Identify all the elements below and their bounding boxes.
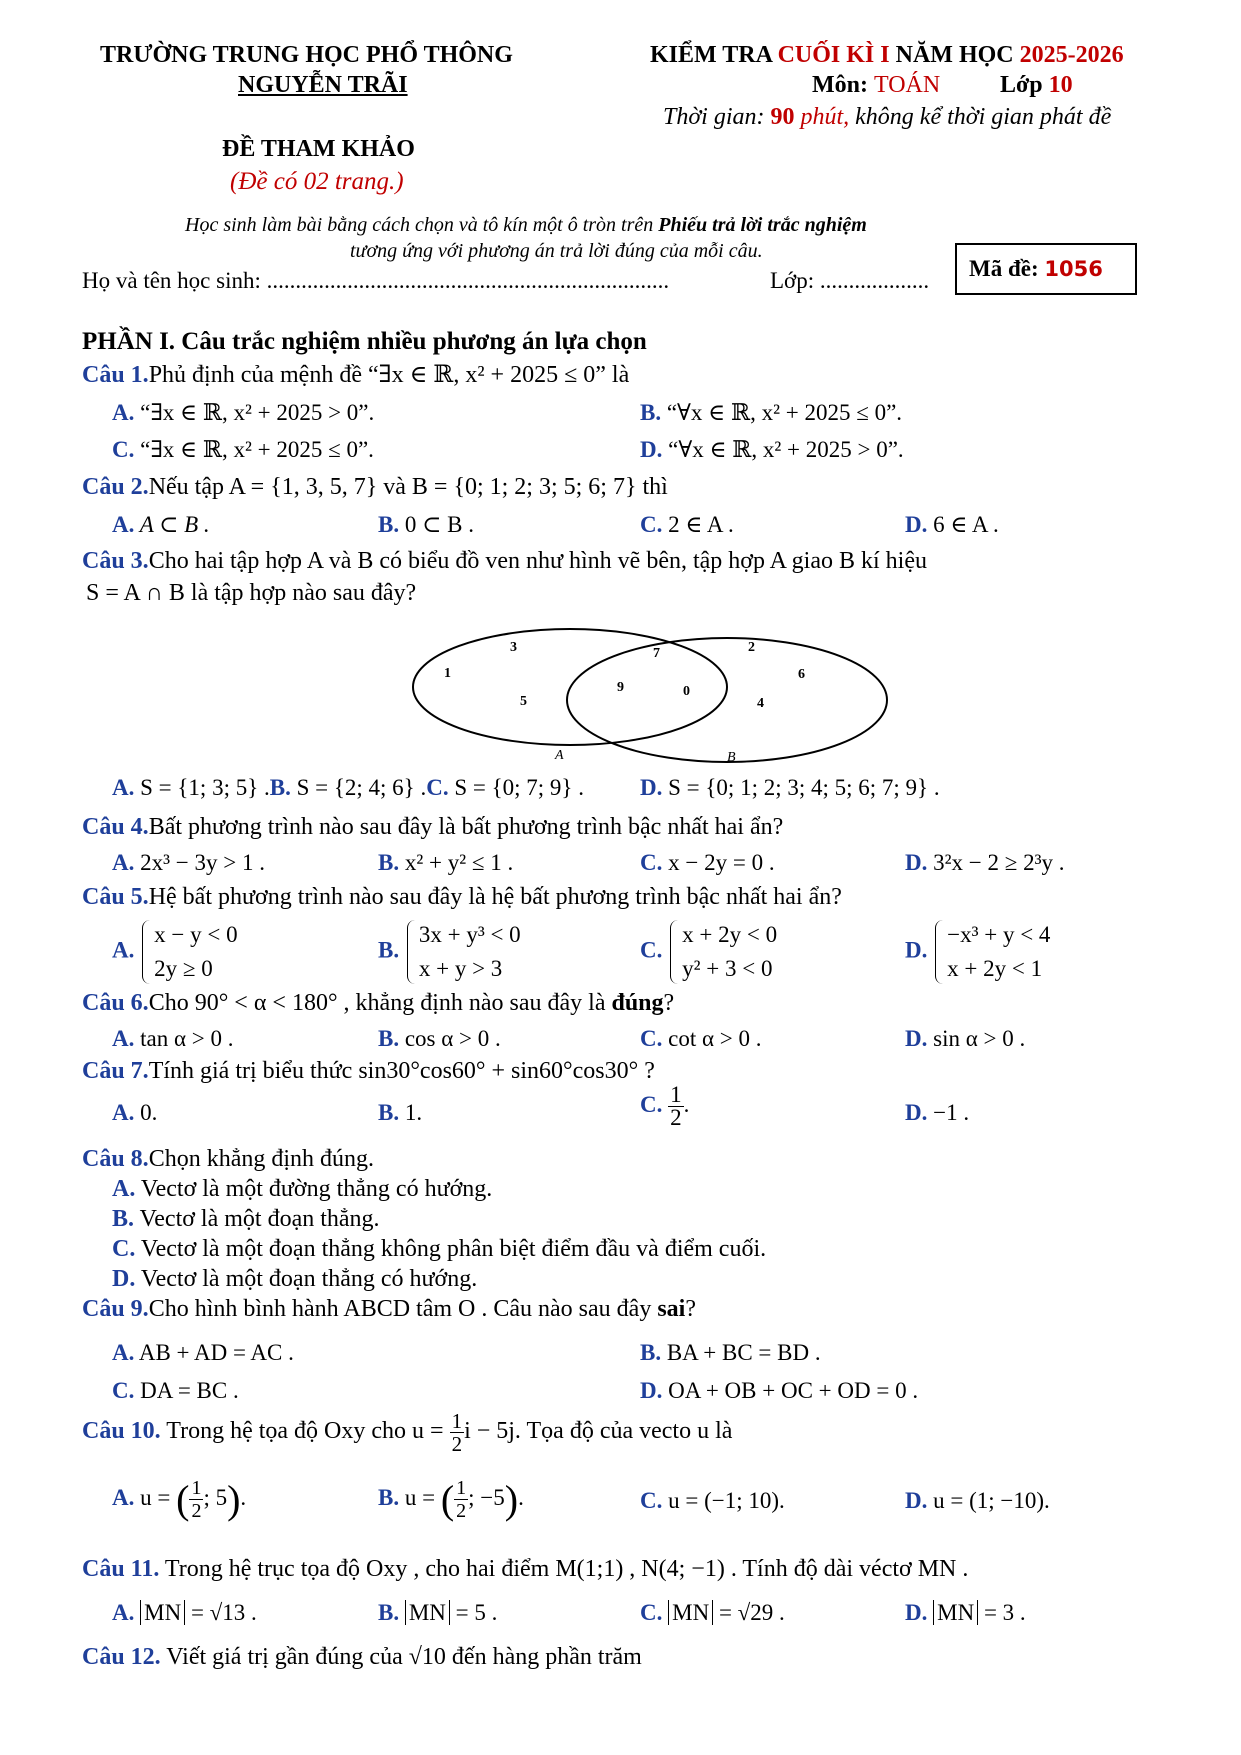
denominator: 2 — [191, 1500, 202, 1522]
venn-element-7: 7 — [653, 646, 660, 661]
option-letter: C. — [640, 1091, 663, 1117]
option-letter: D. — [640, 1378, 663, 1403]
q11-option-a[interactable] — [112, 1600, 257, 1626]
question-text: Trong hệ tọa độ Oxy cho u = — [160, 1418, 450, 1445]
question-label: Câu 1. — [82, 362, 149, 388]
q3-option-d[interactable] — [640, 775, 940, 801]
exam-code-label: Mã đề: — [969, 256, 1045, 281]
option-letter: D. — [112, 1266, 136, 1292]
question-2 — [82, 474, 668, 501]
option-letter: D. — [905, 512, 928, 537]
option-text: = √13 . — [190, 1600, 257, 1625]
option-text: = 3 . — [983, 1600, 1026, 1625]
option-letter: A. — [112, 1176, 136, 1202]
vector-norm: MN — [933, 1600, 978, 1625]
option-text: 1. — [404, 1100, 423, 1125]
option-letter: C. — [640, 1488, 663, 1513]
numerator: 1 — [456, 1477, 467, 1499]
option-text: u = (−1; 10). — [668, 1488, 785, 1513]
option-text: “∀x ∈ ℝ, x² + 2025 ≤ 0”. — [666, 400, 903, 425]
system-brace — [140, 918, 237, 986]
fraction — [189, 1477, 203, 1522]
option-text: −1 . — [933, 1100, 970, 1125]
q5-option-c[interactable] — [640, 918, 777, 986]
fraction — [668, 1084, 684, 1129]
exam-year: 2025-2026 — [1019, 42, 1124, 68]
q3-options — [112, 775, 584, 801]
q10-option-d[interactable] — [905, 1488, 1050, 1514]
q10-option-c[interactable] — [640, 1488, 785, 1514]
question-1 — [82, 360, 629, 389]
option-text: 2x³ − 3y > 1 . — [140, 850, 265, 875]
venn-element-6: 6 — [798, 667, 805, 682]
vector-norm: MN — [668, 1600, 713, 1625]
option-letter: A. — [112, 937, 135, 963]
option-letter: B. — [378, 1484, 400, 1510]
question-label: Câu 2. — [82, 474, 149, 500]
exam-code — [969, 256, 1103, 282]
option-text: 0. — [140, 1100, 158, 1125]
option-letter: A. — [112, 1484, 135, 1510]
question-label: Câu 5. — [82, 884, 149, 910]
numerator: 1 — [191, 1477, 202, 1499]
option-letter: C. — [112, 1378, 135, 1403]
question-3-line2: S = A ∩ B là tập hợp nào sau đây? — [86, 580, 417, 606]
q11-option-b[interactable] — [378, 1600, 497, 1626]
system-line: x − y < 0 — [154, 922, 238, 947]
question-text: Hệ bất phương trình nào sau đây là hệ bất phương trình bậc nhất hai ẩn? — [148, 884, 842, 910]
option-letter: D. — [905, 1600, 928, 1625]
question-9 — [82, 1296, 696, 1323]
time-value: 90 — [770, 104, 795, 130]
system-line: x + 2y < 0 — [682, 922, 778, 947]
option-text: Vectơ là một đoạn thẳng. — [139, 1206, 380, 1232]
option-text: Vectơ là một đoạn thẳng không phân biệt điểm đầu và điểm cuối. — [140, 1236, 767, 1262]
q8-option-d[interactable] — [112, 1266, 477, 1293]
option-letter: A. — [112, 1340, 135, 1365]
q6-option-b[interactable] — [378, 1026, 501, 1052]
option-letter: A. — [112, 1600, 135, 1625]
option-letter: A. — [112, 400, 135, 425]
venn-diagram — [400, 625, 900, 765]
option-text: u = (1; −10). — [933, 1488, 1050, 1513]
question-7 — [82, 1058, 655, 1085]
q1-option-b[interactable] — [640, 400, 902, 426]
option-text: tan α > 0 . — [140, 1026, 234, 1051]
subject-line — [812, 72, 940, 99]
q6-option-c[interactable] — [640, 1026, 762, 1052]
time-line — [663, 104, 1111, 131]
venn-element-4: 4 — [757, 696, 764, 711]
option-letter: B. — [378, 512, 400, 537]
option-letter: C. — [640, 1026, 663, 1051]
question-text-end: ? — [663, 990, 675, 1016]
q3-option-b[interactable] — [270, 775, 426, 800]
option-text: OA + OB + OC + OD = 0 . — [668, 1378, 919, 1403]
option-letter: C. — [640, 937, 663, 963]
option-text: “∀x ∈ ℝ, x² + 2025 > 0”. — [668, 437, 904, 462]
vector-norm: MN — [405, 1600, 450, 1625]
q5-option-b[interactable] — [378, 918, 521, 986]
question-text: Cho 90° < α < 180° , khẳng định nào sau đây là — [148, 990, 612, 1016]
question-label: Câu 9. — [82, 1296, 149, 1322]
q7-option-d[interactable] — [905, 1100, 969, 1126]
option-text: sin α > 0 . — [933, 1026, 1026, 1051]
option-text: “∃x ∈ ℝ, x² + 2025 ≤ 0”. — [140, 437, 374, 462]
q1-option-a[interactable] — [112, 400, 374, 426]
question-3 — [82, 548, 927, 575]
option-text: 2 ∈ A . — [668, 512, 734, 537]
q9-option-c[interactable] — [112, 1378, 239, 1404]
question-text-end: ? — [685, 1296, 696, 1322]
question-10 — [82, 1410, 732, 1455]
option-letter: D. — [640, 775, 663, 800]
numerator: 1 — [451, 1409, 463, 1433]
q9-option-a[interactable] — [112, 1340, 294, 1366]
option-letter: B. — [112, 1206, 135, 1232]
q7-option-c[interactable]: C. $\frac{1}{2}$ . — [640, 1082, 690, 1130]
system-line: −x³ + y < 4 — [947, 922, 1051, 947]
q2-option-d[interactable] — [905, 512, 999, 538]
grade-value: 10 — [1048, 72, 1073, 98]
question-6 — [82, 990, 674, 1017]
option-letter: A. — [112, 1026, 135, 1051]
option-letter: B. — [640, 1340, 662, 1365]
option-text: Vectơ là một đường thẳng có hướng. — [140, 1176, 493, 1202]
exam-code-value: 1056 — [1044, 257, 1103, 281]
fraction — [454, 1477, 468, 1522]
system-brace — [405, 918, 521, 986]
denominator: 2 — [670, 1105, 682, 1130]
system-line: x + y > 3 — [418, 956, 503, 981]
question-text-end: i − 5j. Tọa độ của vecto u là — [464, 1418, 733, 1445]
student-name-field[interactable]: Họ và tên học sinh: ...................................................................... — [82, 268, 670, 293]
option-letter: B. — [269, 775, 291, 800]
grade-line — [1000, 72, 1073, 99]
option-letter: B. — [378, 1100, 400, 1125]
question-text: Trong hệ trục tọa độ Oxy , cho hai điểm M(1;1) , N(4; −1) . Tính độ dài véctơ MN . — [159, 1556, 969, 1582]
question-text: Nếu tập A = {1, 3, 5, 7} và B = {0; 1; 2; 3; 5; 6; 7} thì — [148, 474, 668, 500]
q3-option-a[interactable] — [112, 775, 270, 800]
venn-element-3: 3 — [510, 640, 517, 655]
question-4 — [82, 814, 783, 841]
option-text: S = {1; 3; 5} . — [140, 775, 270, 800]
time-note: không kể thời gian phát đề — [849, 104, 1112, 130]
part1-title: PHẦN I. Câu trắc nghiệm nhiều phương án lựa chọn — [82, 328, 647, 355]
school-name-line1: TRƯỜNG TRUNG HỌC PHỔ THÔNG — [100, 42, 513, 68]
question-label: Câu 8. — [82, 1146, 149, 1172]
option-letter: C. — [112, 1236, 136, 1262]
question-text: Cho hai tập hợp A và B có biểu đồ ven như hình vẽ bên, tập hợp A giao B kí hiệu — [148, 548, 927, 574]
system-line: y² + 3 < 0 — [682, 956, 773, 981]
question-12 — [82, 1644, 642, 1671]
q2-option-c[interactable] — [640, 512, 734, 538]
option-text: “∃x ∈ ℝ, x² + 2025 > 0”. — [140, 400, 375, 425]
question-emphasis: sai — [657, 1296, 686, 1322]
question-text: Viết giá trị gần đúng của √10 đến hàng phần trăm — [160, 1644, 642, 1670]
q4-option-a[interactable] — [112, 850, 265, 876]
q4-option-c[interactable] — [640, 850, 775, 876]
school-name-line2: NGUYỄN TRÃI — [238, 72, 408, 98]
option-letter: A. — [112, 512, 135, 537]
q3-option-c[interactable] — [426, 775, 584, 800]
option-text: 6 ∈ A . — [933, 512, 999, 537]
q11-option-c[interactable] — [640, 1600, 785, 1626]
numerator: 1 — [670, 1082, 682, 1107]
question-text: Cho hình bình hành ABCD tâm O . Câu nào sau đây — [148, 1296, 658, 1322]
system-brace — [933, 918, 1050, 986]
option-letter: C. — [112, 437, 135, 462]
doc-type: ĐỀ THAM KHẢO — [222, 136, 415, 162]
option-letter: B. — [378, 937, 400, 963]
venn-element-1: 1 — [444, 666, 451, 681]
q2-option-a[interactable] — [112, 512, 210, 538]
q5-option-a[interactable] — [112, 918, 238, 986]
question-label: Câu 11. — [82, 1556, 160, 1582]
option-letter: B. — [640, 400, 662, 425]
q4-option-d[interactable] — [905, 850, 1065, 876]
instruction-line1 — [185, 214, 867, 237]
question-text: Chọn khẳng định đúng. — [148, 1146, 375, 1172]
exam-title — [650, 42, 1124, 69]
denominator: 2 — [451, 1432, 463, 1456]
subject-label: Môn: — [812, 72, 874, 98]
option-text: Vectơ là một đoạn thẳng có hướng. — [140, 1266, 478, 1292]
option-text: cos α > 0 . — [404, 1026, 501, 1051]
subject-value: TOÁN — [874, 72, 941, 98]
question-text: Phủ định của mệnh đề “∃x ∈ ℝ, x² + 2025 ≤ 0” là — [148, 362, 630, 388]
question-label: Câu 3. — [82, 548, 149, 574]
grade-label: Lớp — [1000, 72, 1049, 98]
option-text: BA + BC = BD . — [666, 1340, 821, 1365]
system-line: x + 2y < 1 — [947, 956, 1043, 981]
option-letter: D. — [640, 437, 663, 462]
exam-code-box — [955, 243, 1137, 295]
set-b-ellipse — [567, 638, 887, 762]
venn-element-9: 9 — [617, 680, 624, 695]
option-letter: D. — [905, 1100, 928, 1125]
q11-option-d[interactable] — [905, 1600, 1026, 1626]
q8-option-a[interactable] — [112, 1176, 492, 1203]
system-brace — [668, 918, 777, 986]
venn-label-a: A — [555, 748, 564, 763]
option-letter: D. — [905, 1488, 928, 1513]
q1-option-d[interactable] — [640, 437, 904, 463]
option-letter: C. — [640, 1600, 663, 1625]
option-text: x² + y² ≤ 1 . — [404, 850, 514, 875]
option-text: ; 5 — [203, 1484, 228, 1510]
option-text: AB + AD = AC . — [138, 1340, 294, 1365]
question-8 — [82, 1146, 374, 1173]
q9-option-d[interactable] — [640, 1378, 918, 1404]
option-letter: B. — [378, 1026, 400, 1051]
q6-option-a[interactable] — [112, 1026, 234, 1052]
q7-option-b[interactable] — [378, 1100, 422, 1126]
question-label: Câu 4. — [82, 814, 149, 840]
option-text: A ⊂ B . — [139, 512, 210, 537]
option-text: ; −5 — [468, 1484, 505, 1510]
option-letter: B. — [378, 850, 400, 875]
question-label: Câu 12. — [82, 1644, 161, 1670]
system-line: 2y ≥ 0 — [154, 956, 213, 981]
q8-option-b[interactable] — [112, 1206, 380, 1233]
q10-option-b[interactable]: B. u = ( $\frac{1}{2}$ ; −5). — [378, 1477, 524, 1522]
q10-option-a[interactable]: A. u = ( $\frac{1}{2}$ ; 5). — [112, 1477, 247, 1522]
option-letter: C. — [640, 512, 663, 537]
option-text: = 5 . — [455, 1600, 498, 1625]
class-field[interactable]: Lớp: ................... — [770, 268, 930, 293]
venn-element-5: 5 — [520, 694, 527, 709]
question-label: Câu 7. — [82, 1058, 149, 1084]
option-text: S = {0; 7; 9} . — [454, 775, 584, 800]
q8-option-c[interactable] — [112, 1236, 766, 1263]
q5-option-d[interactable] — [905, 918, 1050, 986]
option-text: 0 ⊂ B . — [404, 512, 474, 537]
venn-label-b: B — [727, 750, 736, 765]
pages-note: (Đề có 02 trang.) — [230, 168, 404, 195]
time-label: Thời gian: — [663, 104, 771, 130]
option-letter: D. — [905, 850, 928, 875]
question-11 — [82, 1556, 968, 1583]
question-text: Bất phương trình nào sau đây là bất phương trình bậc nhất hai ẩn? — [148, 814, 784, 840]
option-letter: D. — [905, 1026, 928, 1051]
instruction-text: Học sinh làm bài bằng cách chọn và tô kín một ô tròn trên — [185, 214, 659, 236]
question-label: Câu 10. — [82, 1418, 161, 1445]
denominator: 2 — [456, 1500, 467, 1522]
q1-option-c[interactable] — [112, 437, 374, 463]
option-text: S = {2; 4; 6} . — [296, 775, 427, 800]
option-letter: B. — [378, 1600, 400, 1625]
option-text: DA = BC . — [140, 1378, 239, 1403]
exam-mid: NĂM HỌC — [889, 42, 1020, 68]
option-letter: A. — [112, 1100, 135, 1125]
venn-element-2: 2 — [748, 640, 755, 655]
question-text: Tính giá trị biểu thức sin30°cos60° + sin60°cos30° ? — [148, 1058, 655, 1084]
option-text: cot α > 0 . — [668, 1026, 762, 1051]
q2-option-b[interactable] — [378, 512, 474, 538]
option-letter: C. — [640, 850, 663, 875]
question-5 — [82, 884, 842, 911]
q7-option-a[interactable] — [112, 1100, 157, 1126]
q4-option-b[interactable] — [378, 850, 513, 876]
option-text: S = {0; 1; 2; 3; 4; 5; 6; 7; 9} . — [668, 775, 940, 800]
question-label: Câu 6. — [82, 990, 149, 1016]
instruction-line2: tương ứng với phương án trả lời đúng của mỗi câu. — [350, 240, 763, 262]
option-text: x − 2y = 0 . — [668, 850, 775, 875]
answer-sheet-ref: Phiếu trả lời trắc nghiệm — [658, 214, 867, 236]
option-letter: C. — [426, 775, 449, 800]
system-line: 3x + y³ < 0 — [418, 922, 521, 947]
option-letter: A. — [112, 850, 135, 875]
time-unit: phút, — [794, 104, 850, 130]
question-emphasis: đúng — [611, 990, 664, 1016]
option-letter: A. — [112, 775, 135, 800]
exam-prefix: KIỂM TRA — [650, 42, 778, 68]
option-text: 3²x − 2 ≥ 2³y . — [933, 850, 1065, 875]
q9-option-b[interactable] — [640, 1340, 821, 1366]
venn-element-0: 0 — [683, 684, 690, 699]
option-text: = √29 . — [718, 1600, 785, 1625]
vector-norm: MN — [140, 1600, 185, 1625]
q6-option-d[interactable] — [905, 1026, 1025, 1052]
exam-term: CUỐI KÌ I — [777, 42, 890, 68]
option-letter: D. — [905, 937, 928, 963]
fraction — [450, 1410, 465, 1455]
